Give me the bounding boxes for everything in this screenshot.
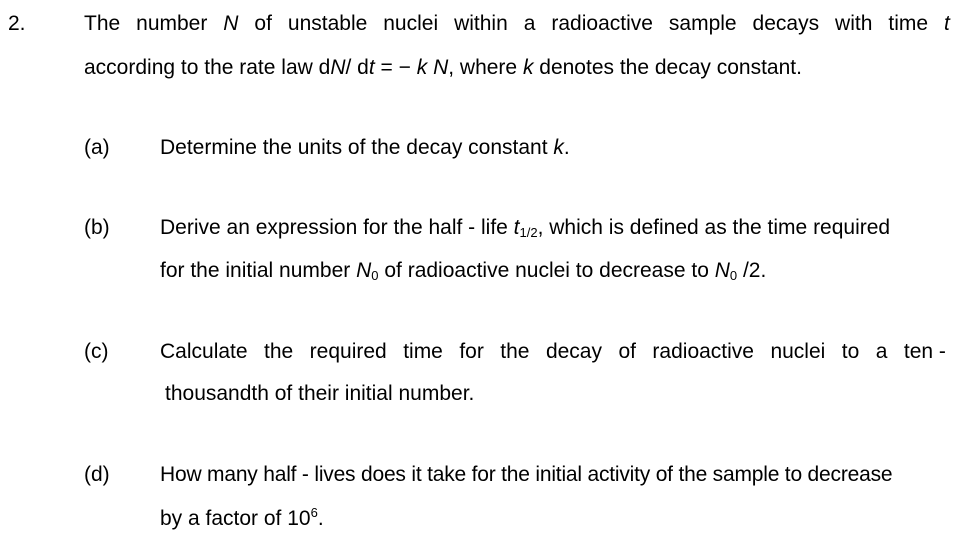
intro-text: denotes the decay constant.: [533, 56, 802, 79]
word: of: [254, 12, 272, 35]
word: with: [835, 12, 873, 35]
word: t: [944, 12, 950, 35]
word: radioactive: [652, 340, 754, 363]
part-b-sentence: , which is defined as the time required: [537, 216, 891, 239]
intro-text: , where: [448, 56, 523, 79]
part-a-text: [160, 136, 570, 160]
part-b-line-1: [160, 216, 890, 240]
zero-subscript: 0: [729, 268, 738, 283]
word: within: [454, 12, 508, 35]
word: required: [309, 340, 387, 363]
var-N: N: [356, 259, 372, 282]
part-c-line-1: [160, 340, 946, 364]
var-k: k: [553, 136, 564, 159]
question-number: 2.: [8, 12, 26, 35]
word: nuclei: [770, 340, 826, 363]
word: radioactive: [551, 12, 653, 35]
var-N: N: [330, 56, 346, 79]
part-c-line-2: thousandth of their initial number.: [165, 382, 475, 405]
word: N: [223, 12, 239, 35]
part-b-sentence: for the initial number: [160, 259, 357, 282]
word: the: [264, 340, 294, 363]
word: a: [875, 340, 888, 363]
intro-line-2: [84, 56, 802, 80]
part-b-sentence: /2.: [737, 259, 767, 282]
word: time: [888, 12, 929, 35]
word: time: [403, 340, 443, 363]
var-N: N: [714, 259, 730, 282]
word: ten -: [903, 340, 946, 363]
word: to: [841, 340, 860, 363]
part-a-label: (a): [84, 136, 110, 159]
period: .: [563, 136, 570, 159]
intro-text: = −: [374, 56, 417, 79]
word: The: [84, 12, 121, 35]
part-d-line-1: How many half - lives does it take for the initial activity of the sample to decrease: [160, 463, 893, 486]
word: number: [136, 12, 208, 35]
word: unstable: [287, 12, 368, 35]
word: the: [500, 340, 530, 363]
intro-line-1: [84, 12, 950, 36]
var-N: N: [433, 56, 449, 79]
period: .: [317, 507, 324, 530]
half-subscript: 1/2: [519, 225, 538, 240]
word: sample: [668, 12, 737, 35]
intro-text: according to the rate law d: [84, 56, 331, 79]
var-t: t: [368, 56, 375, 79]
word: Calculate: [160, 340, 248, 363]
intro-text: / d: [345, 56, 369, 79]
part-b-label: (b): [84, 216, 110, 239]
var-k: k: [522, 56, 534, 79]
word: of: [618, 340, 636, 363]
part-d-label: (d): [84, 463, 110, 486]
exponent: 6: [310, 505, 318, 520]
part-b-sentence: Derive an expression for the half - life: [160, 216, 514, 239]
word: nuclei: [383, 12, 439, 35]
word: decay: [545, 340, 602, 363]
word: decays: [752, 12, 820, 35]
part-d-sentence: by a factor of 10: [160, 507, 311, 530]
word: for: [459, 340, 484, 363]
part-c-label: (c): [84, 340, 109, 363]
word: a: [523, 12, 536, 35]
part-b-sentence: of radioactive nuclei to decrease to: [378, 259, 715, 282]
part-b-line-2: [160, 259, 766, 283]
zero-subscript: 0: [371, 268, 379, 283]
part-a-sentence: Determine the units of the decay constant: [160, 136, 554, 159]
part-d-line-2: [160, 505, 324, 531]
var-k: k: [416, 56, 428, 79]
var-t: t: [513, 216, 520, 239]
